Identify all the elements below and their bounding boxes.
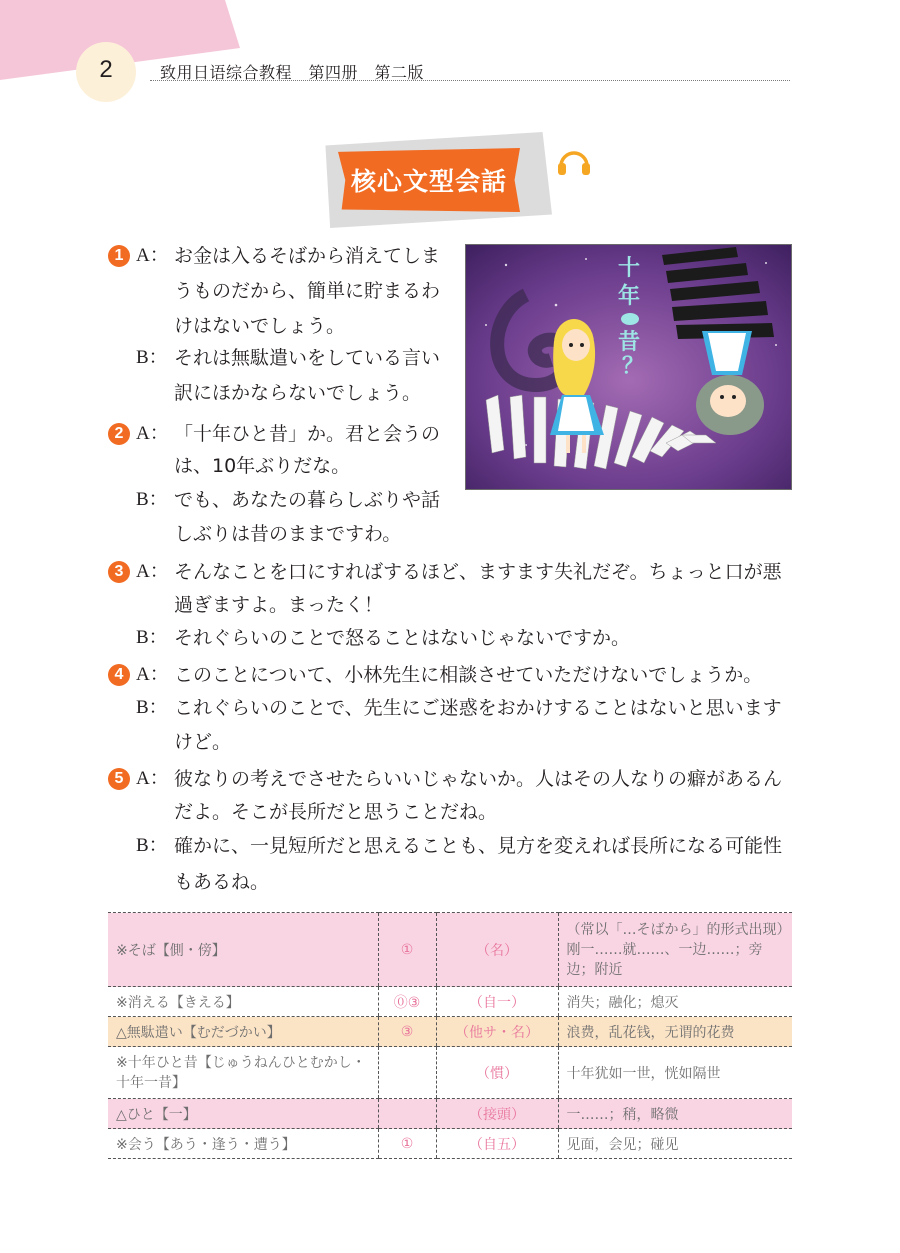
- illustration-alice: [465, 244, 792, 490]
- dialogue-5-b-line-1: 確かに、一見短所だと思えることも、見方を変えれば長所になる可能性: [174, 835, 783, 857]
- dialogue-2-b-line-2: しぶりは昔のままですわ。: [174, 523, 402, 545]
- dialogue-4-a-line-1: このことについて、小林先生に相談させていただけないでしょうか。: [174, 664, 763, 686]
- speaker-a-label: A：: [136, 664, 169, 685]
- vocab-meaning: 消失；融化；熄灭: [558, 987, 792, 1017]
- dialogue-3-b-line-1: それぐらいのことで怒ることはないじゃないですか。: [174, 627, 631, 649]
- table-row: [108, 1047, 792, 1099]
- vocab-pos: （慣）: [436, 1047, 558, 1099]
- vocab-word: △ひと【一】: [108, 1099, 378, 1129]
- dialogue-5-a-line-2: だよ。そこが長所だと思うことだね。: [174, 801, 498, 823]
- vocab-word: ※十年ひと昔【じゅうねんひとむかし・十年一昔】: [108, 1047, 378, 1099]
- dialogue-2-a-line-2: は、10年ぶりだな。: [174, 455, 351, 477]
- vocab-word: ※消える【きえる】: [108, 987, 378, 1017]
- speaker-b-label: B：: [136, 627, 168, 648]
- speaker-a-label: A：: [136, 423, 169, 444]
- vocab-pos: （名）: [436, 913, 558, 987]
- dialogue-1-b-line-1: それは無駄遣いをしている言い: [174, 347, 441, 369]
- table-row: [108, 913, 792, 987]
- dialogue-number-2: 2: [108, 423, 130, 445]
- vocab-meaning: 一……；稍，略微: [558, 1099, 792, 1129]
- vocab-accent: [378, 1099, 436, 1129]
- illustration-scene: [466, 245, 792, 490]
- dialogue-4-b-line-1: これぐらいのことで、先生にご迷惑をおかけすることはないと思います: [174, 697, 782, 719]
- vocab-meaning: 浪费，乱花钱，无谓的花费: [558, 1017, 792, 1047]
- dialogue-1-b-line-2: 訳にほかならないでしょう。: [174, 382, 422, 404]
- speaker-b-label: B：: [136, 835, 168, 856]
- speaker-b-label: B：: [136, 347, 168, 368]
- illustration-caption-2: 年: [618, 284, 641, 309]
- section-title: 核心文型会話: [350, 167, 507, 196]
- illustration-caption-3: 昔: [618, 330, 641, 355]
- vocab-meaning: 见面，会见；碰见: [558, 1129, 792, 1159]
- dialogue-1-a-line-3: けはないでしょう。: [174, 315, 346, 337]
- vocab-accent: ⓪③: [378, 987, 436, 1017]
- vocab-accent: ③: [378, 1017, 436, 1047]
- vocab-accent: [378, 1047, 436, 1099]
- vocab-accent: ①: [378, 913, 436, 987]
- vocab-accent: ①: [378, 1129, 436, 1159]
- illustration-caption-1: 十: [618, 256, 641, 281]
- table-row: [108, 1129, 792, 1159]
- vocab-meaning: （常以「…そばから」的形式出现）刚一……就……、一边……；旁边；附近: [558, 913, 792, 987]
- dialogue-1-a-line-2: うものだから、簡単に貯まるわ: [174, 280, 441, 302]
- dialogue-number-4: 4: [108, 664, 130, 686]
- vocabulary-table: [108, 912, 792, 1159]
- vocab-pos: （接頭）: [436, 1099, 558, 1129]
- page-number: 2: [99, 56, 113, 83]
- vocab-word: ※そば【側・傍】: [108, 913, 378, 987]
- speaker-a-label: A：: [136, 768, 169, 789]
- vocab-pos: （他サ・名）: [436, 1017, 558, 1047]
- table-row: [108, 987, 792, 1017]
- vocab-word: △無駄遣い【むだづかい】: [108, 1017, 378, 1047]
- dialogue-2-b-line-1: でも、あなたの暮らしぶりや話: [174, 489, 441, 511]
- table-row: [108, 1099, 792, 1129]
- header-divider: [150, 80, 790, 81]
- book-title: 致用日语综合教程 第四册 第二版: [160, 63, 425, 82]
- dialogue-5-a-line-1: 彼なりの考えでさせたらいいじゃないか。人はその人なりの癖があるん: [174, 768, 783, 790]
- dialogue-number-5: 5: [108, 768, 130, 790]
- speaker-a-label: A：: [136, 561, 169, 582]
- dialogue-3-a-line-2: 過ぎますよ。まったく！: [174, 594, 384, 616]
- dialogue-5-b-line-2: もあるね。: [174, 871, 270, 893]
- speaker-b-label: B：: [136, 697, 168, 718]
- speaker-a-label: A：: [136, 245, 169, 266]
- illustration-caption-4: ？: [622, 354, 645, 379]
- vocab-pos: （自一）: [436, 987, 558, 1017]
- dialogue-3-a-line-1: そんなことを口にすればするほど、ますます失礼だぞ。ちょっと口が悪: [174, 561, 782, 583]
- headphone-icon[interactable]: [556, 144, 592, 178]
- dialogue-1-a-line-1: お金は入るそばから消えてしま: [174, 245, 441, 267]
- vocab-pos: （自五）: [436, 1129, 558, 1159]
- dialogue-4-b-line-2: けど。: [174, 731, 232, 753]
- dialogue-2-a-line-1: 「十年ひと昔」か。君と会うの: [174, 423, 441, 445]
- vocab-meaning: 十年犹如一世，恍如隔世: [558, 1047, 792, 1099]
- table-row: [108, 1017, 792, 1047]
- dialogue-number-3: 3: [108, 561, 130, 583]
- vocab-word: ※会う【あう・逢う・遭う】: [108, 1129, 378, 1159]
- speaker-b-label: B：: [136, 489, 168, 510]
- dialogue-number-1: 1: [108, 245, 130, 267]
